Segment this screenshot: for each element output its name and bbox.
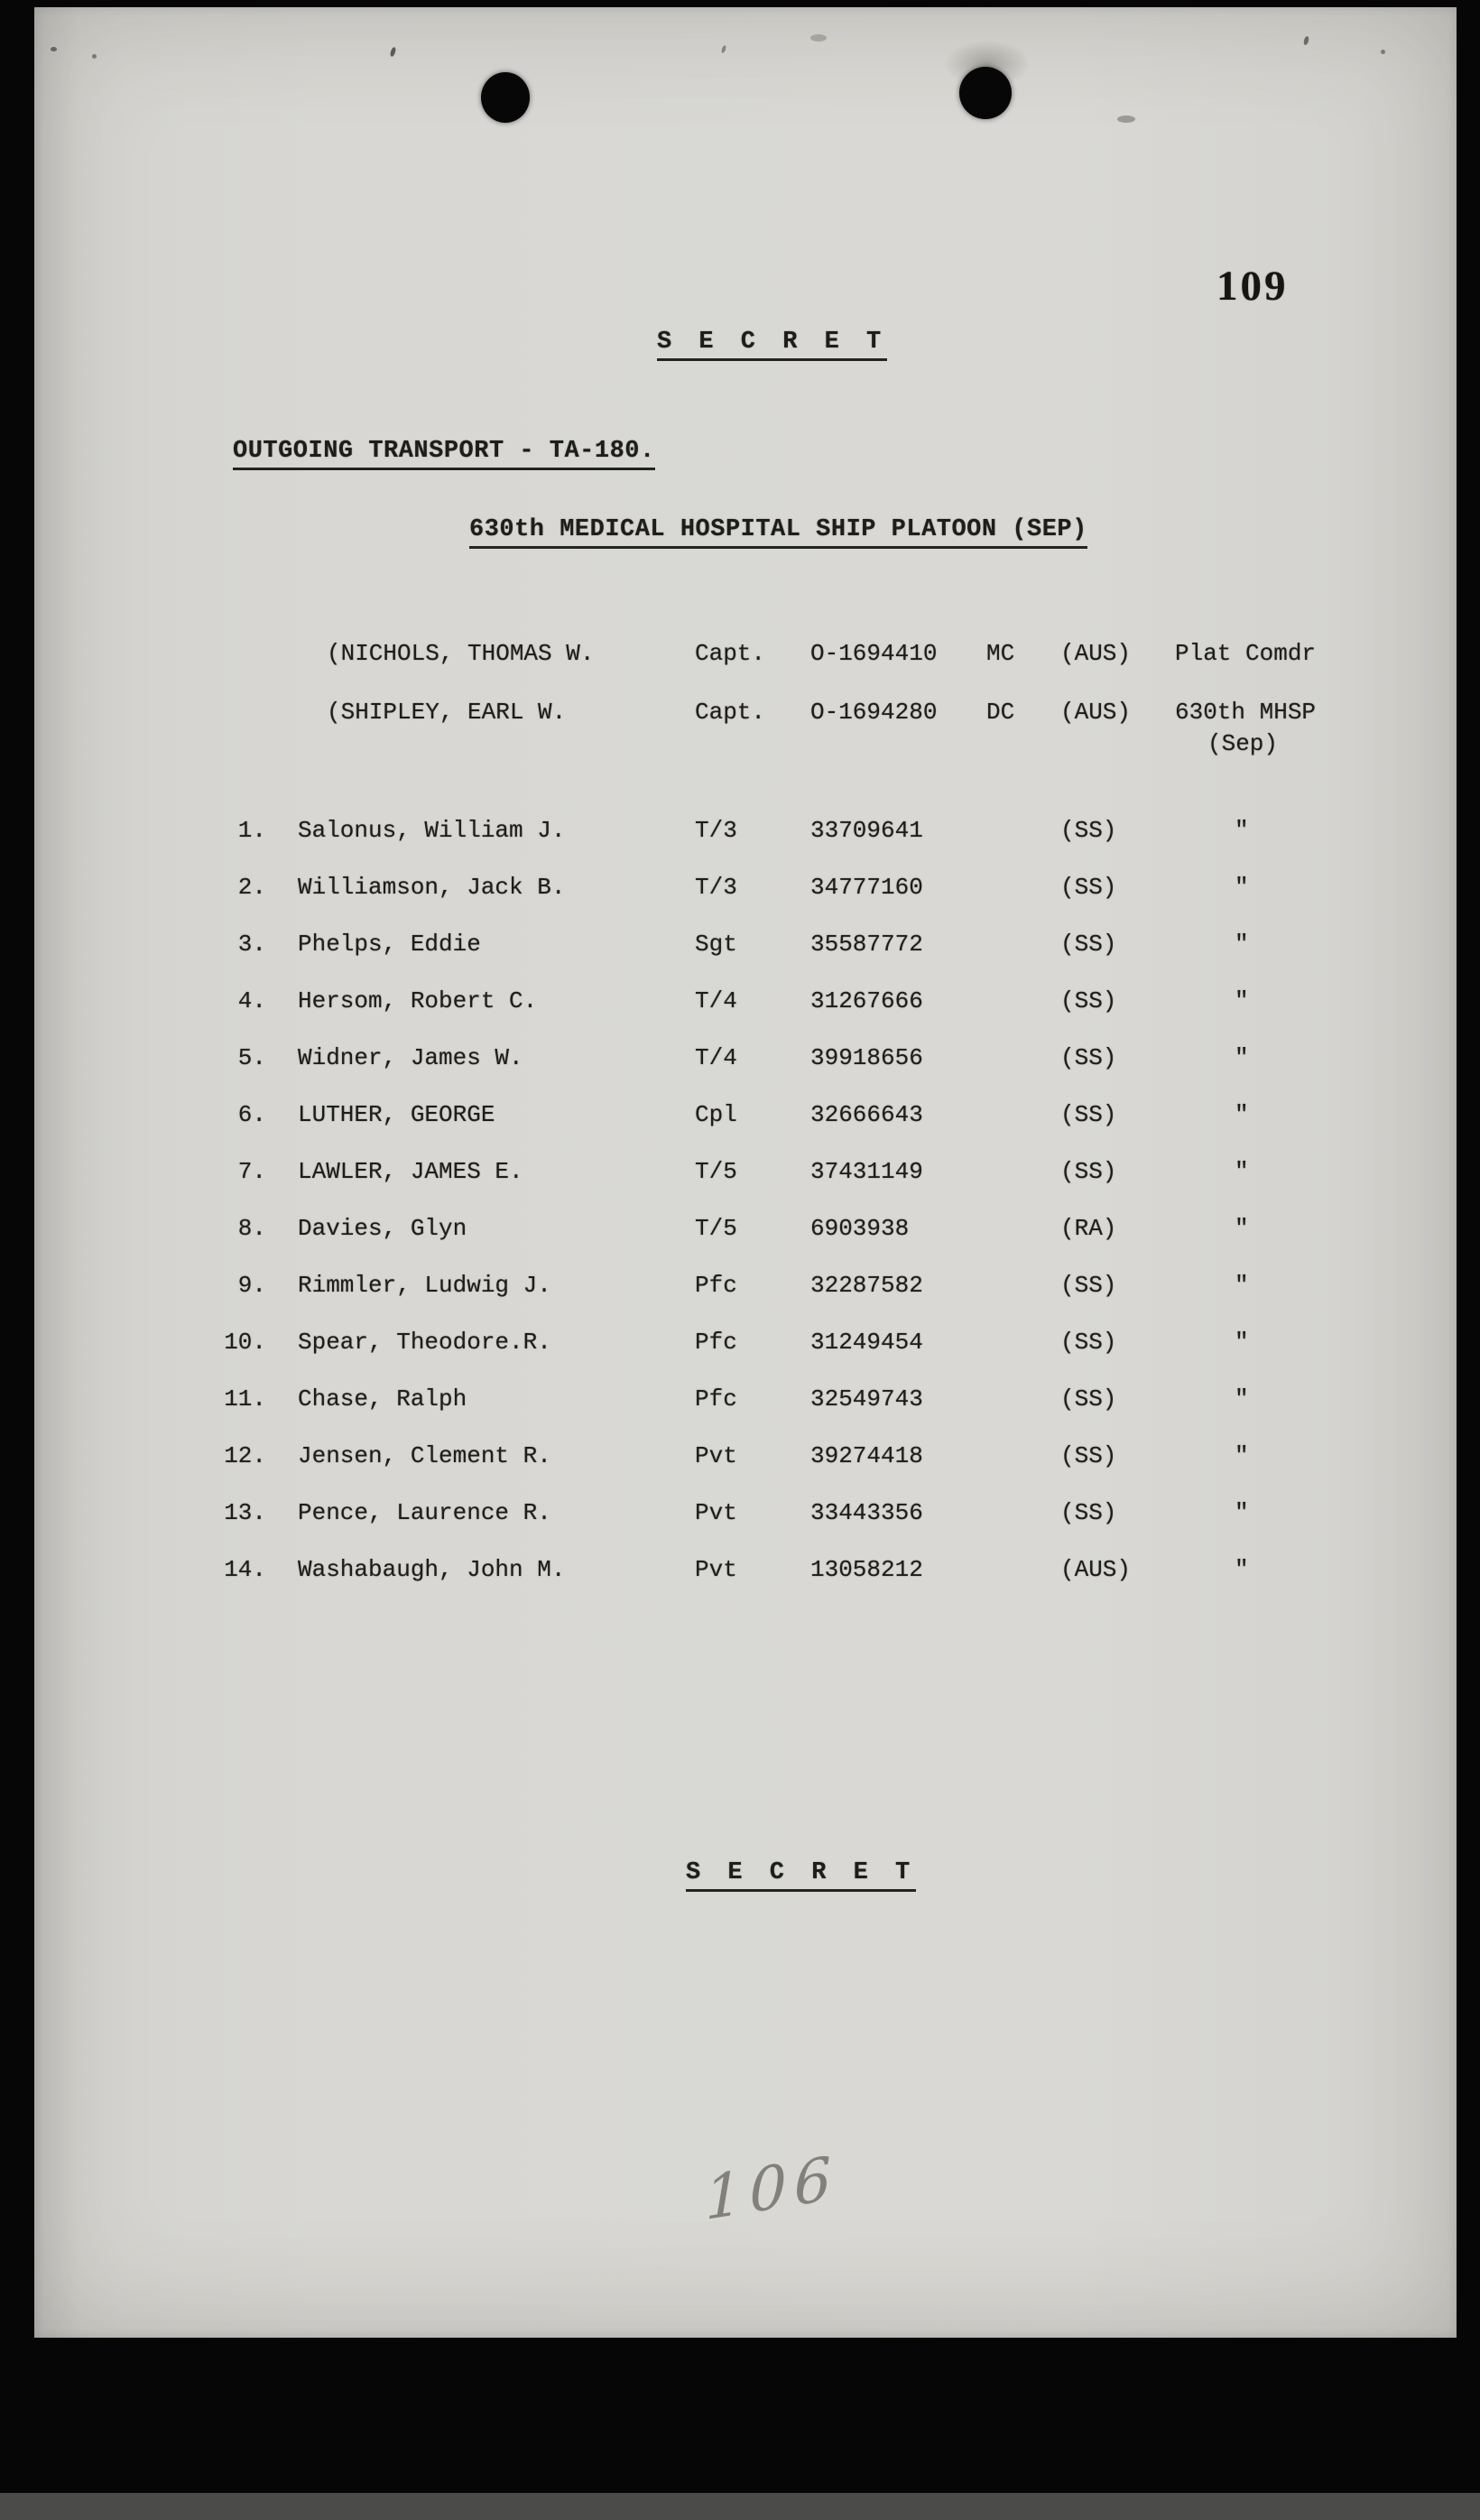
roster-grade: Pvt [695,1499,737,1526]
officer-row [34,640,1457,671]
roster-ditto: " [1235,1101,1249,1128]
roster-row [34,817,1457,848]
roster-grade: Sgt [695,931,737,958]
roster-number: 5. [237,1044,266,1071]
roster-grade: Pfc [695,1329,737,1356]
officer-row [34,699,1457,729]
roster-grade: T/4 [695,1044,737,1071]
roster-component: (SS) [1060,1329,1117,1356]
roster-asn: 35587772 [810,931,923,958]
scan-speckle [721,45,727,54]
roster-asn: 33709641 [810,817,923,844]
roster-number: 6. [237,1101,266,1128]
roster-asn: 37431149 [810,1158,923,1185]
page-number: 109 [1216,263,1289,310]
roster-component: (SS) [1060,1385,1117,1413]
roster-component: (SS) [1060,931,1117,958]
roster-asn: 32666643 [810,1101,923,1128]
roster-component: (SS) [1060,1101,1117,1128]
officer-assignment-line2: (Sep) [1207,730,1279,757]
scan-speckle [51,47,57,51]
scan-speckle [1381,50,1385,54]
scan-speckle [92,54,97,59]
roster-row [34,1556,1457,1587]
roster-row [34,931,1457,961]
roster-ditto: " [1235,1158,1249,1185]
roster-number: 7. [237,1158,266,1185]
officer-rank: Capt. [695,640,766,667]
roster-name: Spear, Theodore.R. [298,1329,551,1356]
roster-component: (RA) [1060,1215,1117,1242]
officer-assignment: Plat Comdr [1175,640,1317,667]
roster-name: Jensen, Clement R. [298,1442,551,1469]
roster-name: LAWLER, JAMES E. [298,1158,523,1185]
roster-number: 10. [224,1329,266,1356]
roster-grade: Pfc [695,1272,737,1299]
roster-asn: 34777160 [810,874,923,901]
roster-number: 11. [224,1385,266,1413]
roster-component: (SS) [1060,1499,1117,1526]
roster-grade: T/5 [695,1215,737,1242]
roster-row [34,1385,1457,1416]
roster-number: 4. [237,987,266,1014]
roster-component: (SS) [1060,874,1117,901]
roster-number: 2. [237,874,266,901]
roster-name: Hersom, Robert C. [298,987,538,1014]
roster-row [34,987,1457,1018]
roster-component: (AUS) [1060,1556,1132,1583]
roster-ditto: " [1235,874,1249,901]
scan-speckle [810,34,827,42]
scan-speckle [1303,36,1309,46]
officer-component: (AUS) [1060,699,1132,726]
classification-bottom: S E C R E T [686,1859,916,1892]
officer-component: (AUS) [1060,640,1132,667]
roster-row [34,1499,1457,1530]
handwritten-page-number: 106 [704,2142,839,2235]
roster-number: 9. [237,1272,266,1299]
roster-ditto: " [1235,1215,1249,1242]
officer-serial: O-1694410 [810,640,938,667]
roster-name: Williamson, Jack B. [298,874,566,901]
roster-grade: T/5 [695,1158,737,1185]
roster-ditto: " [1235,1385,1249,1413]
roster-ditto: " [1235,817,1249,844]
roster-row [34,1329,1457,1359]
roster-ditto: " [1235,1044,1249,1071]
roster-number: 12. [224,1442,266,1469]
roster-row [34,1044,1457,1075]
roster-grade: T/3 [695,817,737,844]
officer-branch: MC [986,640,1015,667]
transport-heading: OUTGOING TRANSPORT - TA-180. [233,438,655,470]
roster-name: Phelps, Eddie [298,931,481,958]
roster-row [34,1101,1457,1132]
roster-row [34,1215,1457,1246]
roster-grade: T/3 [695,874,737,901]
roster-row [34,1158,1457,1189]
roster-name: Pence, Laurence R. [298,1499,551,1526]
roster-asn: 6903938 [810,1215,910,1242]
roster-asn: 31267666 [810,987,923,1014]
roster-component: (SS) [1060,1272,1117,1299]
paper [34,7,1457,2338]
scan-speckle [389,46,396,57]
roster-component: (SS) [1060,987,1117,1014]
roster-asn: 32287582 [810,1272,923,1299]
unit-heading: 630th MEDICAL HOSPITAL SHIP PLATOON (SEP) [469,516,1087,549]
roster-grade: T/4 [695,987,737,1014]
officer-branch: DC [986,699,1015,726]
roster-name: Salonus, William J. [298,817,566,844]
roster-ditto: " [1235,1499,1249,1526]
roster-grade: Pvt [695,1556,737,1583]
roster-grade: Pvt [695,1442,737,1469]
roster-component: (SS) [1060,817,1117,844]
classification-top: S E C R E T [657,329,887,361]
roster-name: Washabaugh, John M. [298,1556,566,1583]
roster-number: 14. [224,1556,266,1583]
roster-ditto: " [1235,1442,1249,1469]
roster-asn: 39274418 [810,1442,923,1469]
roster-asn: 33443356 [810,1499,923,1526]
roster-component: (SS) [1060,1044,1117,1071]
roster-component: (SS) [1060,1442,1117,1469]
roster-name: Rimmler, Ludwig J. [298,1272,551,1299]
roster-ditto: " [1235,987,1249,1014]
roster-name: LUTHER, GEORGE [298,1101,495,1128]
hole-punch-right [959,67,1012,119]
roster-ditto: " [1235,1329,1249,1356]
officer-name: (NICHOLS, THOMAS W. [327,640,595,667]
officer-serial: O-1694280 [810,699,938,726]
roster-asn: 32549743 [810,1385,923,1413]
roster-grade: Cpl [695,1101,737,1128]
roster-name: Widner, James W. [298,1044,523,1071]
officer-name: (SHIPLEY, EARL W. [327,699,567,726]
roster-row [34,1442,1457,1473]
roster-name: Davies, Glyn [298,1215,467,1242]
roster-row [34,874,1457,904]
roster-component: (SS) [1060,1158,1117,1185]
roster-number: 13. [224,1499,266,1526]
roster-grade: Pfc [695,1385,737,1413]
roster-number: 1. [237,817,266,844]
officer-rank: Capt. [695,699,766,726]
roster-row [34,1272,1457,1302]
roster-asn: 31249454 [810,1329,923,1356]
officer-assignment: 630th MHSP [1175,699,1317,726]
hole-punch-left [481,72,530,123]
roster-ditto: " [1235,931,1249,958]
roster-asn: 13058212 [810,1556,923,1583]
scan-bottom-strip [0,2493,1480,2520]
roster-number: 8. [237,1215,266,1242]
roster-number: 3. [237,931,266,958]
roster-ditto: " [1235,1556,1249,1583]
roster-name: Chase, Ralph [298,1385,467,1413]
roster-ditto: " [1235,1272,1249,1299]
scan-speckle [1117,116,1135,123]
roster-asn: 39918656 [810,1044,923,1071]
